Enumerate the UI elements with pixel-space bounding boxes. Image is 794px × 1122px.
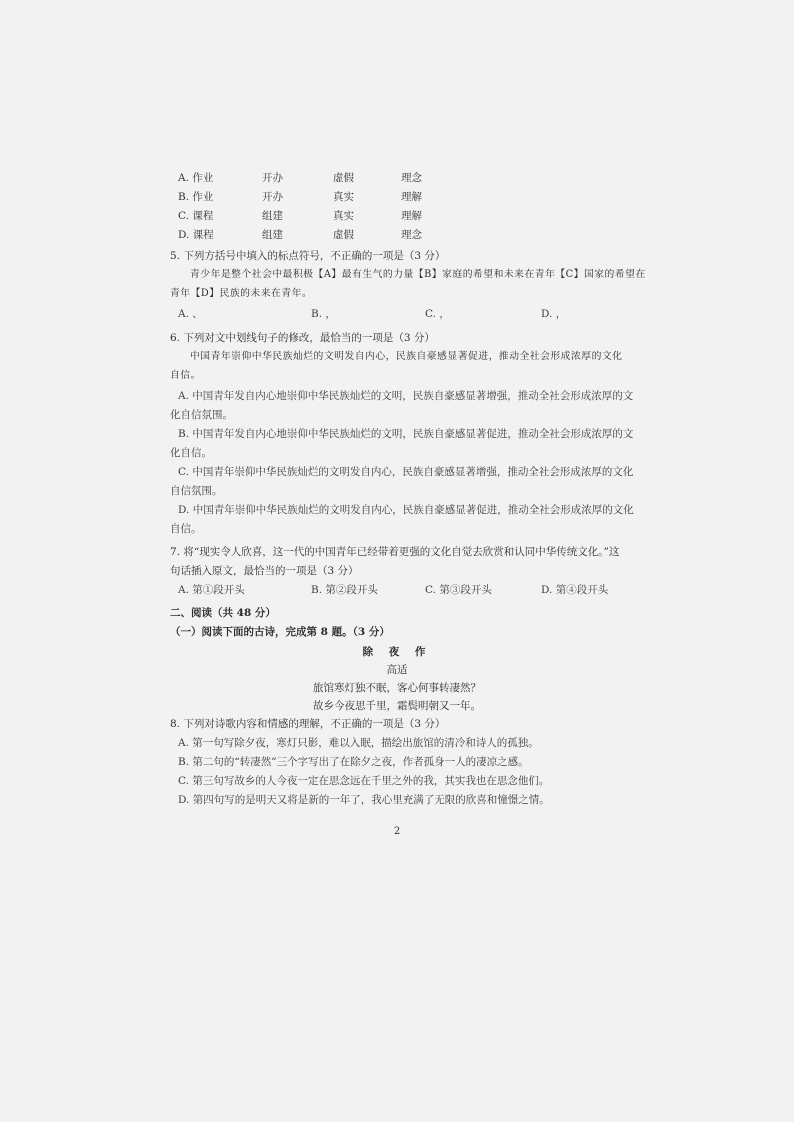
section-subheading-poem: （一）阅读下面的古诗，完成第 8 题。（3 分） xyxy=(170,626,390,638)
q6-option-b-line1: B. 中国青年发自内心地崇仰中华民族灿烂的文明，民族自豪感显著促进，推动全社会形成浓厚的文 xyxy=(178,428,634,440)
q6-option-a-line2: 化自信氛围。 xyxy=(170,409,233,421)
q8-option-a: A. 第一句写除夕夜，寒灯只影，难以入眠，描绘出旅馆的清冷和诗人的孤独。 xyxy=(178,737,539,749)
q4-option-b-word1: 开办 xyxy=(262,191,283,203)
q6-option-d-line2: 自信。 xyxy=(170,523,202,535)
poem-line-2: 故乡今夜思千里，霜鬓明朝又一年。 xyxy=(313,700,481,712)
q4-option-c-word2: 真实 xyxy=(333,210,354,222)
q4-option-c-label: C. 课程 xyxy=(178,210,214,222)
q6-passage-line2: 自信。 xyxy=(170,370,201,381)
q4-option-d-word3: 理念 xyxy=(401,229,422,241)
q6-option-b-line2: 化自信。 xyxy=(170,447,212,459)
q7-option-c: C. 第③段开头 xyxy=(425,584,492,596)
q4-option-a-word2: 虚假 xyxy=(333,172,354,184)
q4-option-c-word3: 理解 xyxy=(401,210,422,222)
q8-option-c: C. 第三句写故乡的人今夜一定在思念远在千里之外的我，其实我也在思念他们。 xyxy=(178,775,550,787)
q5-option-c: C. ， xyxy=(425,308,450,320)
q6-option-a-line1: A. 中国青年发自内心地崇仰中华民族灿烂的文明，民族自豪感显著增强，推动全社会形成浓厚的文 xyxy=(178,390,634,402)
q4-option-b-word3: 理解 xyxy=(401,191,422,203)
q7-option-b: B. 第②段开头 xyxy=(311,584,378,596)
page-number: 2 xyxy=(393,826,401,837)
q4-option-b-label: B. 作业 xyxy=(178,191,214,203)
poem-line-1: 旅馆寒灯独不眠，客心何事转凄然？ xyxy=(313,682,481,694)
q6-stem: 6. 下列对文中划线句子的修改，最恰当的一项是（3 分） xyxy=(170,332,435,344)
q7-stem-line2: 句话插入原文，最恰当的一项是（3 分） xyxy=(170,565,359,577)
q5-passage-line2: 青年【D】民族的未来在青年。 xyxy=(170,288,313,299)
q7-option-d: D. 第④段开头 xyxy=(541,584,609,596)
q8-option-b: B. 第二句的“转凄然”三个字写出了在除夕之夜，作者孤身一人的凄凉之感。 xyxy=(178,756,529,768)
q6-passage-line1: 中国青年崇仰中华民族灿烂的文明发自内心，民族自豪感显著促进，推动全社会形成浓厚的文化 xyxy=(190,351,623,362)
q8-option-d: D. 第四句写的是明天又将是新的一年了，我心里充满了无限的欣喜和憧憬之情。 xyxy=(178,794,550,806)
q4-option-d-label: D. 课程 xyxy=(178,229,214,241)
q7-option-a: A. 第①段开头 xyxy=(178,584,245,596)
q4-option-c-word1: 组建 xyxy=(262,210,283,222)
q5-option-d: D. ， xyxy=(541,308,567,320)
q6-option-c-line1: C. 中国青年崇仰中华民族灿烂的文明发自内心，民族自豪感显著增强，推动全社会形成浓厚的文化 xyxy=(178,466,634,478)
q4-option-d-word1: 组建 xyxy=(262,229,283,241)
q8-stem: 8. 下列对诗歌内容和情感的理解，不正确的一项是（3 分） xyxy=(170,718,446,730)
q7-stem-line1: 7. 将“现实令人欣喜，这一代的中国青年已经带着更强的文化自觉去欣赏和认同中华传统文化。”这 xyxy=(170,546,620,558)
q4-option-a-word3: 理念 xyxy=(401,172,422,184)
q4-option-a-label: A. 作业 xyxy=(178,172,214,184)
poem-author: 高适 xyxy=(386,664,408,676)
q4-option-b-word2: 真实 xyxy=(333,191,354,203)
q6-option-d-line1: D. 中国青年崇仰中华民族灿烂的文明发自内心，民族自豪感显著促进，推动全社会形成浓厚的文化 xyxy=(178,504,634,516)
q5-stem: 5. 下列方括号中填入的标点符号，不正确的一项是（3 分） xyxy=(170,250,446,262)
q4-option-a-word1: 开办 xyxy=(262,172,283,184)
q5-option-a: A. 、 xyxy=(178,308,203,320)
q5-option-b: B. ， xyxy=(311,308,336,320)
poem-title: 除 夜 作 xyxy=(362,646,432,658)
section-heading-reading: 二、阅读（共 48 分） xyxy=(170,607,276,619)
q4-option-d-word2: 虚假 xyxy=(333,229,354,241)
q5-passage-line1: 青少年是整个社会中最积极【A】最有生气的力量【B】家庭的希望和未来在青年【C】国家的希望在 xyxy=(190,269,646,280)
q6-option-c-line2: 自信氛围。 xyxy=(170,485,223,497)
